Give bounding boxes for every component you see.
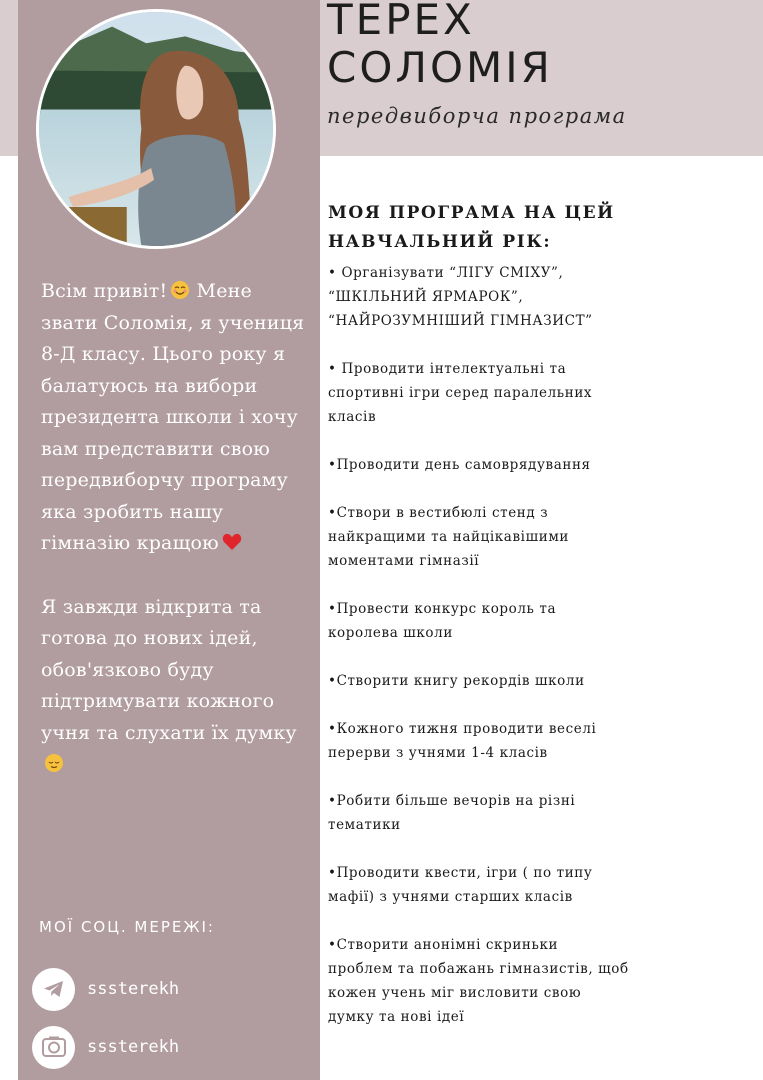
- program-item: •Створи в вестибюлі стенд з найкращими та найцікавішими моментами гімназії: [328, 505, 570, 569]
- instagram-handle: sssterekh: [87, 1037, 180, 1057]
- red-heart-icon: [222, 532, 242, 552]
- relieved-face-icon: [44, 753, 64, 773]
- program-heading: МОЯ ПРОГРАМА НА ЦЕЙ НАВЧАЛЬНИЙ РІК:: [328, 203, 615, 252]
- intro-paragraph-2: Я завжди відкрита та готова до нових ідей, обов'язково буду підтримувати кожного учня та слухати їх думку: [41, 592, 311, 781]
- program-item: •Кожного тижня проводити веселі перерви з учнями 1-4 класів: [328, 721, 597, 761]
- program-item: • Проводити інтелектуальні та спортивні ігри серед паралельних класів: [328, 361, 593, 425]
- instagram-link[interactable]: [32, 1025, 179, 1069]
- program-item: •Провести конкурс король та королева школи: [328, 601, 557, 641]
- profile-photo: [36, 9, 276, 249]
- program-list: [328, 261, 753, 1053]
- program-item: • Організувати “ЛІГУ СМІХУ”, “ШКІЛЬНИЙ ЯРМАРОК”, “НАЙРОЗУМНІШИЙ ГІМНАЗИСТ”: [328, 265, 593, 329]
- telegram-link[interactable]: [32, 967, 179, 1011]
- program-item: •Проводити день самоврядування: [328, 457, 591, 473]
- social-title: МОЇ СОЦ. МЕРЕЖІ:: [39, 918, 215, 936]
- program-item: •Робити більше вечорів на різні тематики: [328, 793, 576, 833]
- program-item: •Створити книгу рекордів школи: [328, 673, 585, 689]
- program-item: •Проводити квести, ігри ( по типу мафії) з учнями старших класів: [328, 865, 593, 905]
- candidate-name: ТЕРЕХ СОЛОМІЯ: [327, 0, 553, 92]
- telegram-handle: sssterekh: [87, 979, 180, 999]
- intro-paragraph-1: Всім привіт! Мене звати Соломія, я учениця 8-Д класу. Цього року я балатуюсь на вибори президента школи і хочу вам представити свою передвиборчу програму яка зробить нашу гімназію кращою: [41, 280, 305, 554]
- subtitle: передвиборча програма: [327, 104, 627, 128]
- smiling-face-icon: [170, 280, 190, 300]
- intro-text: [41, 276, 311, 781]
- instagram-icon: [32, 1026, 75, 1069]
- telegram-icon: [32, 968, 75, 1011]
- program-item: •Створити анонімні скриньки проблем та побажань гімназистів, щоб кожен учень міг висловити свою думку та нові ідеї: [328, 937, 629, 1025]
